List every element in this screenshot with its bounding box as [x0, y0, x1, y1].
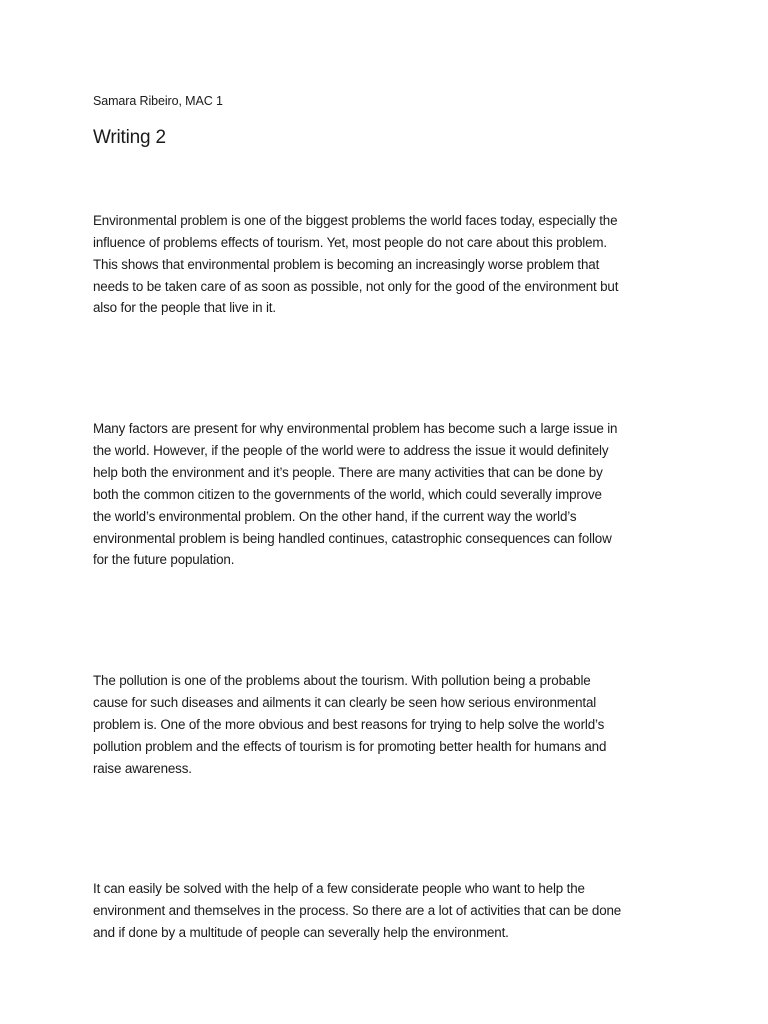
- text-line: the world’s environmental problem. On the other hand, if the current way the world’s: [93, 508, 577, 524]
- text-line: cause for such diseases and ailments it can clearly be seen how serious environmental: [93, 694, 597, 710]
- text-line: It can easily be solved with the help of a few considerate people who want to help the: [93, 881, 585, 897]
- text-line: and if done by a multitude of people can severally help the environment.: [93, 924, 509, 940]
- document-body: [93, 166, 678, 999]
- text-line: The pollution is one of the problems about the tourism. With pollution being a probable: [93, 672, 591, 688]
- text-line: pollution problem and the effects of tourism is for promoting better health for humans and: [93, 738, 607, 754]
- text-line: both the common citizen to the governments of the world, which could severally improve: [93, 486, 602, 502]
- paragraph-2: [93, 374, 678, 615]
- text-line: environmental problem is being handled continues, catastrophic consequences can follow: [93, 530, 612, 546]
- text-line: the world. However, if the people of the world were to address the issue it would definitely: [93, 442, 609, 458]
- text-line: needs to be taken care of as soon as possible, not only for the good of the environment but: [93, 278, 619, 294]
- author-line: Samara Ribeiro, MAC 1: [93, 94, 223, 108]
- paragraph-1: [93, 166, 678, 363]
- text-line: Many factors are present for why environmental problem has become such a large issue in: [93, 420, 618, 436]
- text-line: raise awareness.: [93, 760, 192, 776]
- text-line: for the future population.: [93, 552, 235, 568]
- text-line: also for the people that live in it.: [93, 300, 276, 316]
- text-line: This shows that environmental problem is becoming an increasingly worse problem that: [93, 256, 600, 272]
- document-title: Writing 2: [93, 127, 166, 148]
- paragraph-4: [93, 834, 678, 987]
- paragraph-3: [93, 626, 678, 823]
- text-line: Environmental problem is one of the biggest problems the world faces today, especially the: [93, 212, 618, 228]
- text-line: problem is. One of the more obvious and best reasons for trying to help solve the world’s: [93, 716, 605, 732]
- text-line: help both the environment and it’s people. There are many activities that can be done by: [93, 464, 603, 480]
- text-line: influence of problems effects of tourism. Yet, most people do not care about this problem.: [93, 234, 607, 250]
- text-line: environment and themselves in the process. So there are a lot of activities that can be done: [93, 903, 622, 918]
